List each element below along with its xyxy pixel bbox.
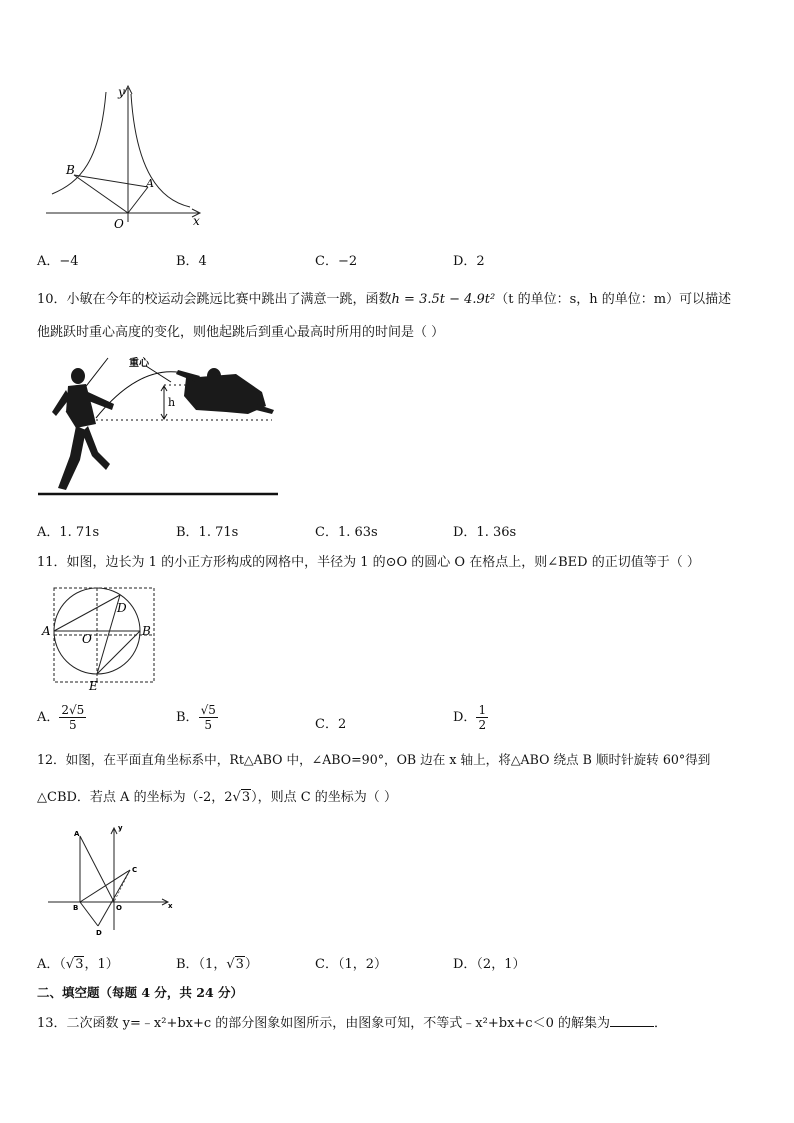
athlete-jumping-figure	[176, 368, 274, 414]
q11-figure	[38, 584, 158, 694]
q11-option-b-denominator: 5	[204, 718, 213, 732]
athlete-running-figure	[52, 368, 114, 490]
q10-figure	[36, 352, 281, 502]
q11-label-o: O	[82, 632, 92, 646]
q11-option-b[interactable]: B． $\frac{√5}{5}$	[176, 703, 216, 732]
q10-question-line1	[37, 288, 731, 307]
q12-label-a: A	[74, 830, 80, 838]
q10-question-line2: 他跳跃时重心高度的变化，则他起跳后到重心最高时所用的时间是（ ）	[37, 325, 445, 340]
q10-formula: h = 3.5t − 4.9t²	[391, 292, 496, 307]
q12-label-b: B	[73, 904, 79, 912]
q9-option-c[interactable]: C．−2	[315, 254, 358, 269]
q11-option-d[interactable]: D． $\frac{1}{2}$	[453, 703, 487, 732]
q12-option-b[interactable]: B．（1，√3）	[176, 957, 258, 972]
q9-label-y: y	[118, 85, 125, 99]
q9-option-d[interactable]: D．2	[453, 254, 485, 269]
q10-option-a[interactable]: A．1. 71s	[37, 525, 100, 540]
q9-option-a[interactable]: A．−4	[37, 254, 79, 269]
q11-option-a-denominator: 5	[69, 718, 77, 732]
q11-label-b: B	[142, 624, 151, 638]
q11-option-c[interactable]: C．2	[315, 717, 347, 732]
q9-label-a: A	[146, 177, 154, 190]
q12-label-x: x	[168, 902, 173, 910]
q12-label-y: y	[118, 824, 123, 832]
q12-label-c: C	[132, 866, 138, 874]
q11-option-a-numerator: 2√5	[61, 703, 85, 717]
q11-option-d-numerator: 1	[478, 703, 487, 717]
q12-option-a[interactable]: A．（√3，1）	[37, 957, 119, 972]
q9-figure	[40, 82, 210, 232]
q10-option-d[interactable]: D．1. 36s	[453, 525, 517, 540]
q12-option-c[interactable]: C．（1，2）	[315, 957, 387, 972]
q9-label-o: O	[114, 217, 124, 231]
q9-label-x: x	[193, 214, 200, 228]
section-title-fill-in: 二、填空题（每题 4 分，共 24 分）	[37, 985, 244, 1000]
q13-question: 13．二次函数 y=﹣x²+bx+c 的部分图象如图所示，由图象可知，不等式﹣x²+bx+c＜0 的解集为 ．	[37, 1016, 667, 1031]
q13-answer-blank[interactable]	[610, 1014, 654, 1027]
q11-option-b-numerator: √5	[200, 703, 216, 717]
q12-label-o: O	[116, 904, 122, 912]
q9-label-b: B	[66, 163, 75, 177]
q12-label-d: D	[96, 929, 102, 937]
q11-option-a[interactable]: A． $\frac{2√5}{5}$	[37, 703, 85, 732]
q10-label-h: h	[168, 396, 176, 409]
q10-text-prefix: 10．小敏在今年的校运动会跳远比赛中跳出了满意一跳，函数	[37, 292, 392, 307]
q9-option-b[interactable]: B．4	[176, 254, 207, 269]
q12-question-line1: 12．如图，在平面直角坐标系中，Rt△ABO 中，∠ABO=90°，OB 边在 x 轴上，将△ABO 绕点 B 顺时针旋转 60°得到	[37, 752, 711, 767]
q11-option-d-denominator: 2	[478, 718, 487, 732]
q12-sqrt-value: 3	[241, 790, 251, 805]
q10-label-center: 重心	[129, 358, 149, 369]
q12-question-line2: △CBD．若点 A 的坐标为（-2，2√3），则点 C 的坐标为（ ）	[37, 790, 397, 805]
q10-option-b[interactable]: B．1. 71s	[176, 525, 239, 540]
q12-figure	[44, 822, 179, 937]
q11-label-a: A	[42, 624, 51, 638]
q10-option-c[interactable]: C．1. 63s	[315, 525, 378, 540]
q11-question: 11．如图，边长为 1 的小正方形构成的网格中，半径为 1 的⊙O 的圆心 O 在格点上，则∠BED 的正切值等于（ ）	[37, 555, 700, 570]
q10-text-suffix: （t 的单位：s，h 的单位：m）可以描述	[495, 292, 732, 307]
q11-label-d: D	[117, 601, 127, 615]
q12-option-d[interactable]: D．（2，1）	[453, 957, 526, 972]
q11-label-e: E	[89, 679, 98, 693]
